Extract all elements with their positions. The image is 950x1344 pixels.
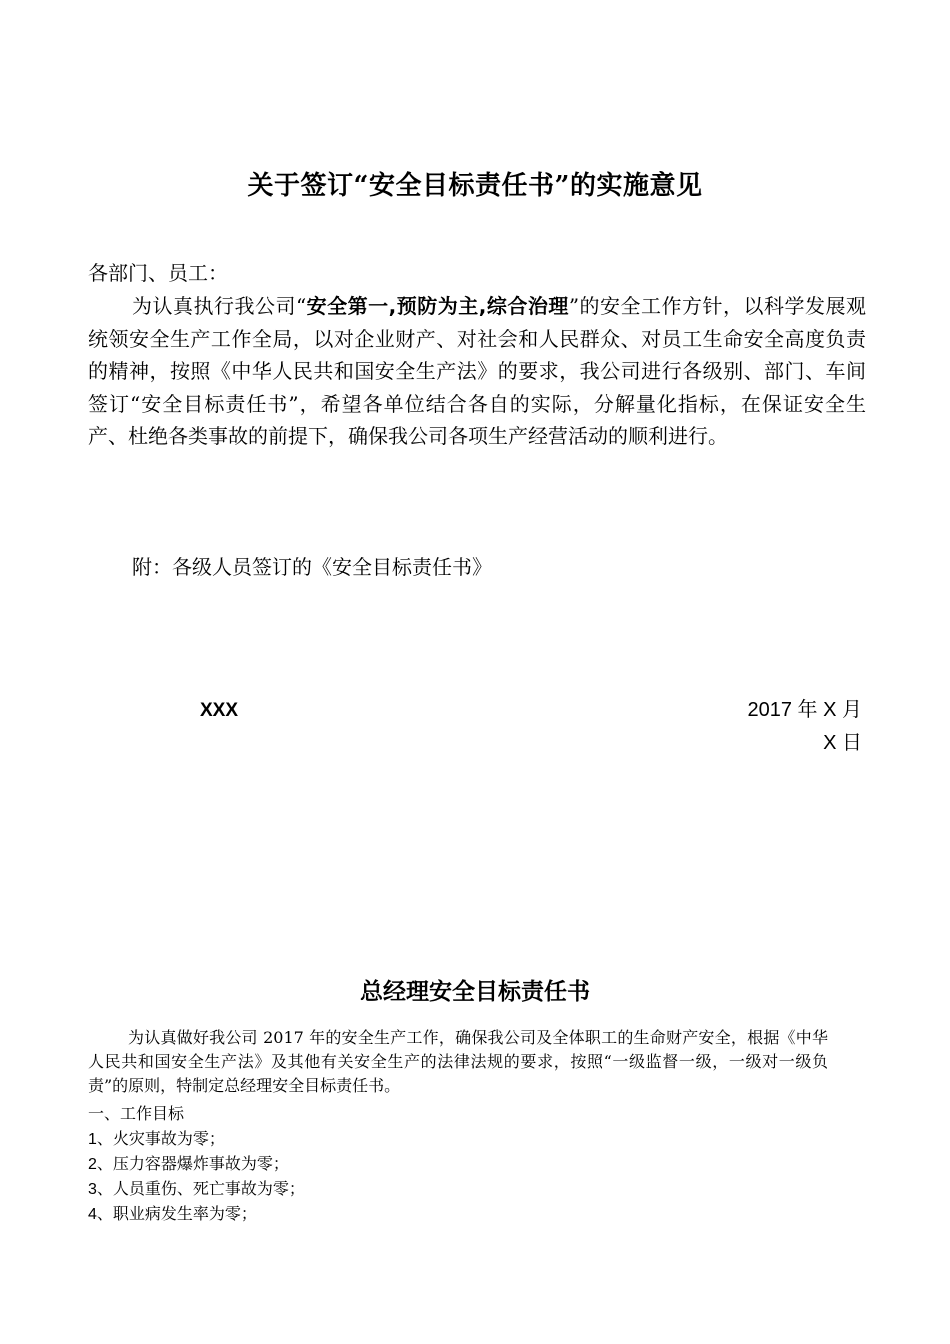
goal-text: 、压力容器爆炸事故为零； [96,1154,289,1173]
goal-number: 2 [88,1156,97,1173]
salutation: 各部门、员工： [88,261,228,285]
responsibility-intro: 为认真做好我公司 2017 年的安全生产工作，确保我公司及全体职工的生命财产安全，根据《中华人民共和国安全生产法》及其他有关安全生产的法律法规的要求，按照“一级监督一级，一级对一级负责”的原则，特制定总经理安全目标责任书。 [88,1028,828,1095]
list-item [88,1202,257,1227]
section-heading: 一、工作目标 [88,1104,185,1123]
goal-number: 4 [88,1206,97,1223]
goal-text: 、火灾事故为零； [96,1129,225,1148]
list-item [88,1127,225,1152]
notice-title: 关于签订“安全目标责任书”的实施意见 [247,171,703,201]
safety-policy-bold: 安全第一,预防为主,综合治理 [306,294,569,318]
goal-text: 、人员重伤、死亡事故为零； [96,1179,305,1198]
attachment-note: 附：各级人员签订的《安全目标责任书》 [132,555,492,579]
date-block [662,694,862,760]
signature: XXX [200,700,239,721]
goal-number: 3 [88,1181,97,1198]
notice-body-paragraph [88,290,866,453]
responsibility-title: 总经理安全目标责任书 [360,979,590,1005]
body-text-start: 为认真执行我公司“ [132,294,307,318]
goal-number: 1 [88,1131,97,1148]
list-item [88,1152,289,1177]
list-item [88,1177,305,1202]
date-line-2: X 日 [823,732,862,754]
body-text-rest: ”的安全工作方针，以科学发展观统领安全生产工作全局，以对企业财产、对社会和人民群众、对员工生命安全高度负责的精神，按照《中华人民共和国安全生产法》的要求，我公司进行各级别、部门、车间签订“安全目标责任书”，希望各单位结合各自的实际，分解量化指标，在保证安全生产、杜绝各类事故的前提下，确保我公司各项生产经营活动的顺利进行。 [88,294,866,448]
date-line-1: 2017 年 X 月 [747,699,862,721]
goal-text: 、职业病发生率为零； [96,1204,257,1223]
